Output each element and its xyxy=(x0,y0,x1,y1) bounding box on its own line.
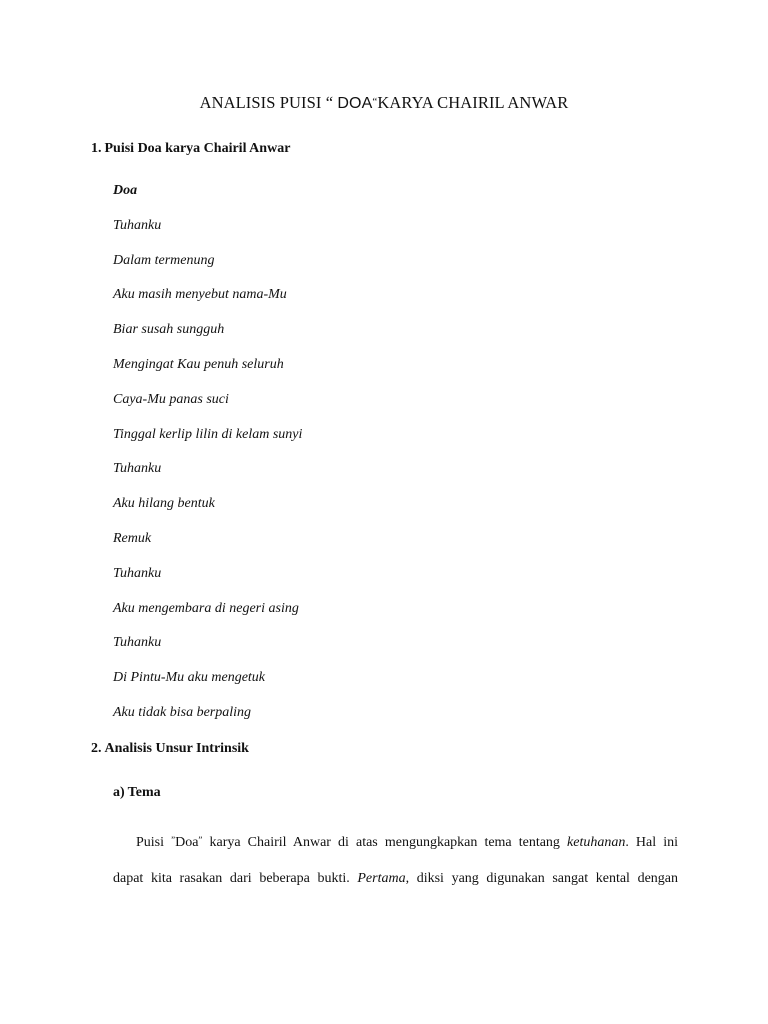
text-run: karya Chairil Anwar di atas mengungkapkan tema tentang xyxy=(202,835,568,850)
paragraph-line-2 xyxy=(113,871,678,887)
title-doa: DOA xyxy=(337,95,373,112)
poem-line: Tuhanku xyxy=(113,217,162,233)
text-run: Puisi xyxy=(136,835,172,850)
poem-line: Aku mengembara di negeri asing xyxy=(113,600,299,616)
text-run: dapat kita rasakan dari beberapa bukti. xyxy=(113,871,358,886)
quote-close: ” xyxy=(198,835,203,845)
emphasis: ketuhanan xyxy=(567,835,626,850)
poem-line: Biar susah sungguh xyxy=(113,322,225,338)
section-2-heading xyxy=(91,741,249,757)
poem-line: Dalam termenung xyxy=(113,252,215,268)
text-run: , diksi yang digunakan sangat kental dengan xyxy=(405,871,678,886)
paragraph-line-1 xyxy=(113,832,678,851)
document-title xyxy=(0,93,768,113)
quote-open: ” xyxy=(171,835,176,845)
section-2-label: Analisis Unsur Intrinsik xyxy=(104,741,249,756)
subsection-a-label: Tema xyxy=(127,785,161,800)
text-run: . Hal ini xyxy=(625,835,678,850)
section-1-label: Puisi Doa karya Chairil Anwar xyxy=(104,141,291,156)
poem-line: Tuhanku xyxy=(113,461,162,477)
poem-line: Mengingat Kau penuh seluruh xyxy=(113,356,284,372)
subsection-a-heading xyxy=(113,785,161,801)
title-part1: ANALISIS PUISI “ xyxy=(199,93,338,112)
poem-line: Caya-Mu panas suci xyxy=(113,391,229,407)
poem-line: Aku tidak bisa berpaling xyxy=(113,704,252,720)
section-2-number: 2. xyxy=(91,741,102,756)
emphasis: Pertama xyxy=(357,871,406,886)
text-run: Doa xyxy=(175,835,199,850)
title-part2: KARYA CHAIRIL ANWAR xyxy=(377,93,569,112)
poem xyxy=(113,183,302,740)
poem-line: Tuhanku xyxy=(113,565,162,581)
poem-line: Aku hilang bentuk xyxy=(113,496,215,512)
poem-line: Di Pintu-Mu aku mengetuk xyxy=(113,670,266,686)
section-1-heading xyxy=(91,141,290,157)
subsection-a-number: a) xyxy=(113,785,125,800)
poem-line: Aku masih menyebut nama-Mu xyxy=(113,287,287,303)
poem-line: Tinggal kerlip lilin di kelam sunyi xyxy=(113,426,303,442)
poem-line: Remuk xyxy=(113,530,152,546)
title-quote: “ xyxy=(372,96,378,108)
section-1-number: 1. xyxy=(91,141,102,156)
poem-title: Doa xyxy=(113,183,138,198)
poem-line: Tuhanku xyxy=(113,635,162,651)
